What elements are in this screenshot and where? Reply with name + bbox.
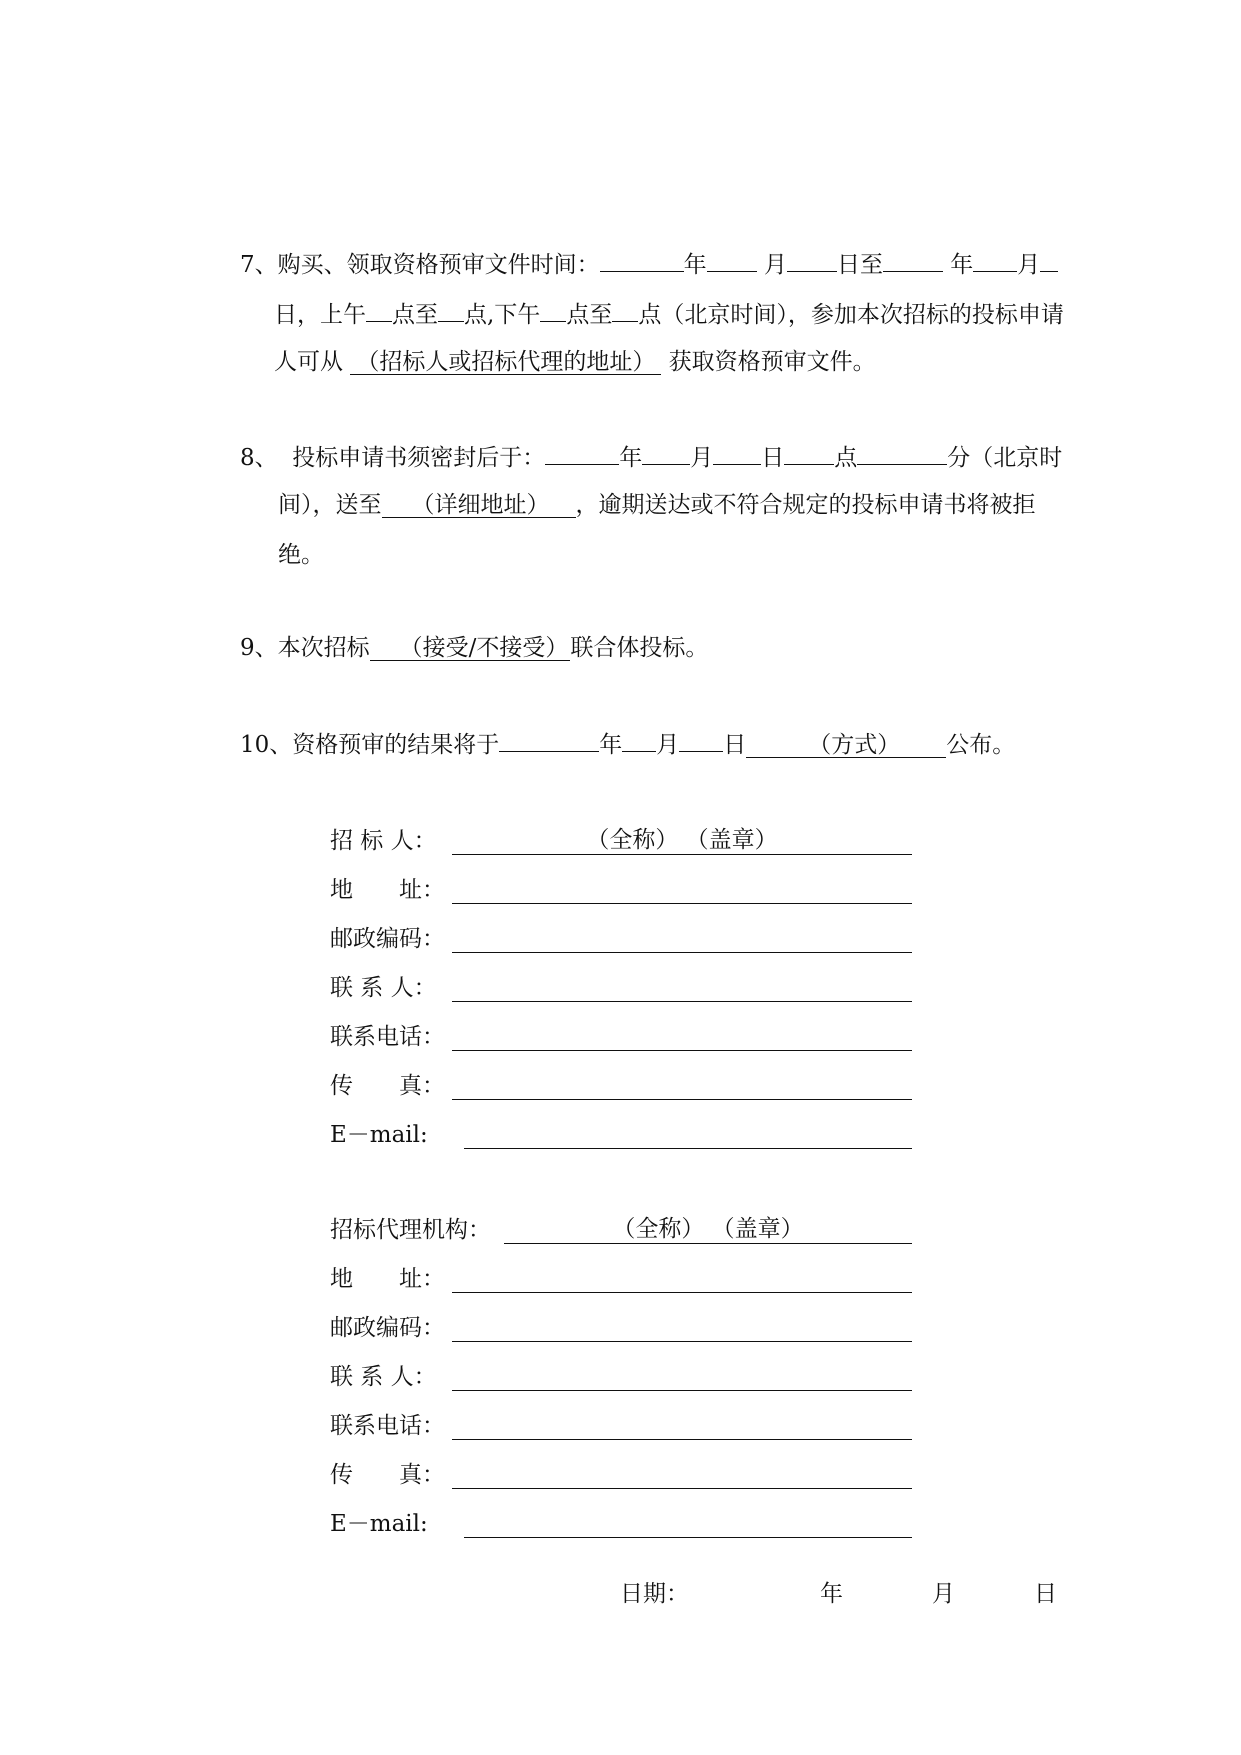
tenderer-email-field[interactable]	[464, 1120, 912, 1149]
blank-month[interactable]	[973, 247, 1017, 272]
blank-minute[interactable]	[857, 440, 947, 465]
agency-email-field[interactable]	[464, 1509, 912, 1538]
item9-line: 9、本次招标 （接受/不接受）联合体投标。	[240, 635, 709, 661]
tenderer-fax-field[interactable]	[452, 1071, 912, 1100]
item10-line: 10、资格预审的结果将于 年 月 日 （方式） 公布。	[240, 727, 1015, 760]
tenderer-address-field[interactable]	[452, 875, 912, 904]
blank-day[interactable]	[713, 440, 761, 465]
item8-line2: 间），送至 （详细地址） ，逾期送达或不符合规定的投标申请书将被拒	[278, 492, 1036, 518]
address-field[interactable]: （详细地址）	[382, 493, 576, 518]
blank-month[interactable]	[642, 440, 690, 465]
agency-postcode-field[interactable]	[452, 1313, 912, 1342]
blank-day[interactable]	[1040, 247, 1058, 272]
item7-number: 7、	[240, 252, 278, 278]
address-field[interactable]: （招标人或招标代理的地址）	[350, 350, 661, 375]
tenderer-name-label: 招 标 人：	[330, 828, 437, 854]
item8-line1: 8、 投标申请书须密封后于： 年 月 日 点 分（北京时	[240, 440, 1062, 473]
date-label: 日期：	[620, 1581, 689, 1607]
blank-year[interactable]	[600, 247, 684, 272]
agency-address-field[interactable]	[452, 1264, 912, 1293]
item7-intro: 购买、领取资格预审文件时间：	[277, 252, 600, 278]
item8-number: 8、	[240, 445, 278, 471]
choice-field[interactable]: （接受/不接受）	[370, 636, 571, 661]
blank-hour[interactable]	[438, 297, 464, 322]
date-day-label: 日	[1034, 1581, 1057, 1607]
blank-year[interactable]	[545, 440, 619, 465]
blank-year[interactable]	[883, 247, 943, 272]
tenderer-contact-field[interactable]	[452, 973, 912, 1002]
agency-name-label: 招标代理机构：	[330, 1217, 491, 1243]
item7-line1: 7、购买、领取资格预审文件时间： 年 月 日至 年 月	[240, 247, 1058, 280]
agency-fax-field[interactable]	[452, 1460, 912, 1489]
tenderer-postcode-field[interactable]	[452, 924, 912, 953]
blank-year[interactable]	[499, 727, 599, 752]
item10-number: 10、	[240, 732, 293, 758]
tenderer-name-field[interactable]: （全称） （盖章）	[452, 826, 912, 855]
item7-line3: 人可从 （招标人或招标代理的地址） 获取资格预审文件。	[274, 349, 876, 375]
tenderer-phone-field[interactable]	[452, 1022, 912, 1051]
agency-phone-field[interactable]	[452, 1411, 912, 1440]
item9-number: 9、	[240, 635, 278, 661]
blank-hour[interactable]	[784, 440, 834, 465]
blank-month[interactable]	[707, 247, 757, 272]
blank-day[interactable]	[787, 247, 837, 272]
blank-hour[interactable]	[540, 297, 566, 322]
blank-day[interactable]	[679, 727, 723, 752]
date-year-label: 年	[820, 1581, 843, 1607]
method-field[interactable]: （方式）	[746, 733, 946, 758]
blank-hour[interactable]	[366, 297, 392, 322]
blank-month[interactable]	[622, 727, 656, 752]
agency-name-field[interactable]: （全称） （盖章）	[504, 1215, 912, 1244]
date-month-label: 月	[932, 1581, 955, 1607]
agency-contact-field[interactable]	[452, 1362, 912, 1391]
item7-line2: 日，上午 点至 点,下午 点至 点（北京时间），参加本次招标的投标申请	[274, 297, 1064, 330]
item8-line3: 绝。	[278, 542, 324, 568]
blank-hour[interactable]	[612, 297, 638, 322]
